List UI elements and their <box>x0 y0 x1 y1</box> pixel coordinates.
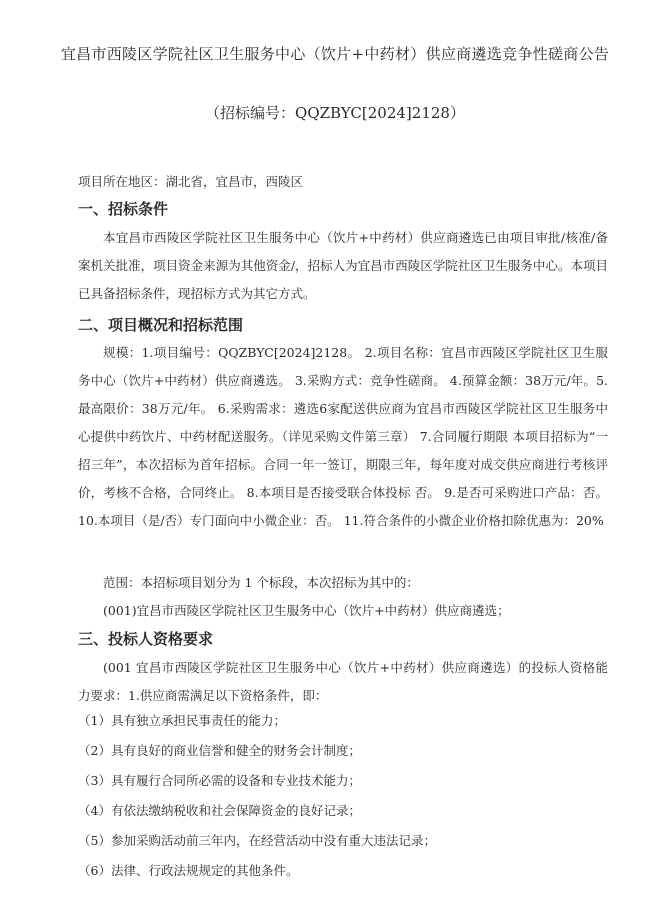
scope-line: 范围：本招标项目划分为 1 个标段，本次招标为其中的： <box>103 575 419 590</box>
lot-line: (001)宜昌市西陵区学院社区卫生服务中心（饮片+中药材）供应商遴选； <box>103 603 510 618</box>
qualification-item: （4）有依法缴纳税收和社会保障资金的良好记录； <box>78 803 361 818</box>
section-3-paragraph: (001 宜昌市西陵区学院社区卫生服务中心（饮片+中药材）供应商遴选）的投标人资格能力要求：1.供应商需满足以下资格条件，即： <box>78 660 608 703</box>
section-heading-3: 三、投标人资格要求 <box>78 630 214 648</box>
section-2-paragraph: 规模：1.项目编号：QQZBYC[2024]2128。 2.项目名称：宜昌市西陵区学院社区卫生服务中心（饮片+中药材）供应商遴选。 3.采购方式：竞争性磋商。 4.预算金额：38万元/年。5.最高限价：38万元/年。 6.采购需求：遴选6家配送供应商为宜昌市西陵区学院社区卫生服务中心提供中药饮片、中药材配送服务。（详见采购文件第三章） 7.合同履行期限 本项目招标为“一招三年”，本次招标为首年招标。合同一年一签订，期限三年，每年度对成交供应商进行考核评价，考核不合格，合同终止。 8.本项目是否接受联合体投标 否。 9.是否可采购进口产品：否。 10.本项目（是/否）专门面向中小微企业：否。 11.符合条件的小微企业价格扣除优惠为：20% <box>78 345 608 528</box>
qualification-item: （5）参加采购活动前三年内，在经营活动中没有重大违法记录； <box>78 833 436 848</box>
section-1-paragraph: 本宜昌市西陵区学院社区卫生服务中心（饮片+中药材）供应商遴选已由项目审批/核准/备案机关批准，项目资金来源为其他资金/，招标人为宜昌市西陵区学院社区卫生服务中心。本项目已具备招标条件，现招标方式为其它方式。 <box>78 230 608 301</box>
tender-code: （招标编号：QQZBYC[2024]2128） <box>205 104 465 122</box>
qualification-item: （2）具有良好的商业信誉和健全的财务会计制度； <box>78 743 361 758</box>
section-heading-1: 一、招标条件 <box>78 200 169 218</box>
qualification-item: （6）法律、行政法规规定的其他条件。 <box>78 863 299 878</box>
qualification-item: （1）具有独立承担民事责任的能力； <box>78 713 286 728</box>
qualification-item: （3）具有履行合同所必需的设备和专业技术能力； <box>78 773 361 788</box>
document-title: 宜昌市西陵区学院社区卫生服务中心（饮片+中药材）供应商遴选竞争性磋商公告 <box>60 45 610 63</box>
section-heading-2: 二、项目概况和招标范围 <box>78 316 244 334</box>
project-location: 项目所在地区：湖北省，宜昌市，西陵区 <box>78 174 304 189</box>
